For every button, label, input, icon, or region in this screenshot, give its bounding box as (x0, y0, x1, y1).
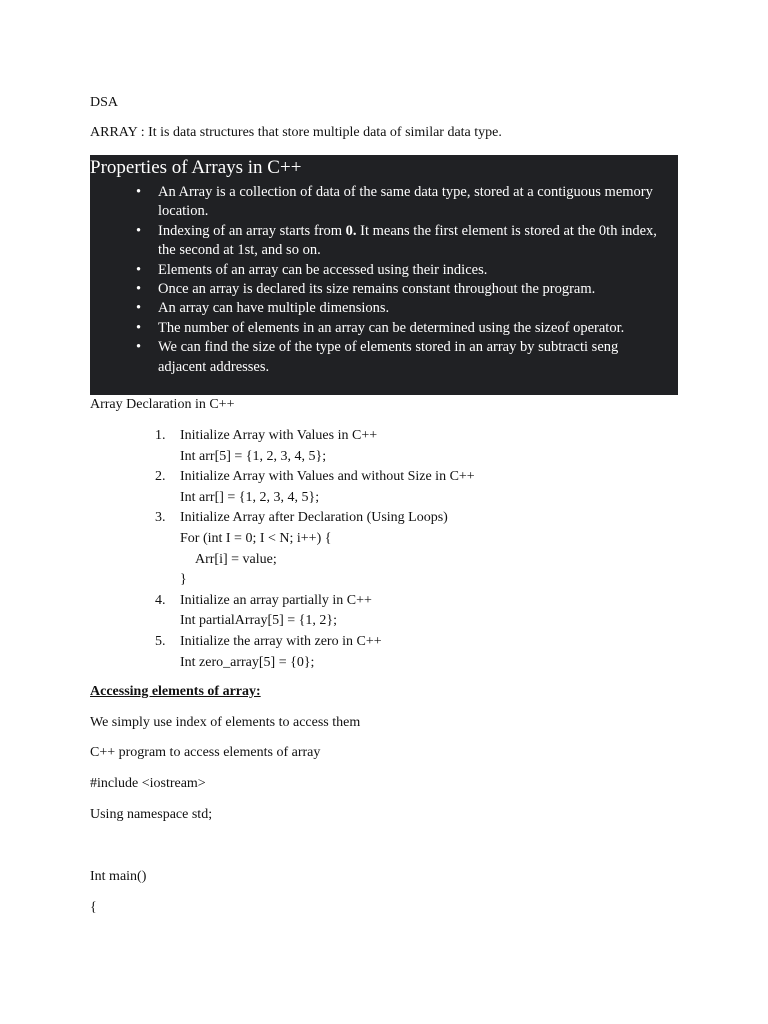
bullet-icon: • (136, 339, 142, 356)
properties-item (136, 319, 666, 338)
accessing-heading: Accessing elements of array: (90, 684, 261, 699)
code-line: For (int I = 0; I < N; i++) { (180, 530, 332, 546)
properties-item-text: An array can have multiple dimensions. (158, 300, 390, 317)
item-number: 5. (155, 633, 166, 649)
array-definition: ARRAY : It is data structures that store multiple data of similar data type. (90, 125, 502, 140)
main-line: Int main() (90, 869, 147, 884)
properties-item-text: An Array is a collection of data of the same data type, stored at a contiguous memory location. (158, 184, 653, 220)
item-number: 4. (155, 592, 166, 608)
declaration-item (155, 467, 475, 508)
declaration-item (155, 632, 475, 673)
declaration-list (155, 426, 475, 673)
code-line: Int partialArray[5] = {1, 2}; (180, 613, 338, 629)
code-line: Int arr[] = {1, 2, 3, 4, 5}; (180, 489, 320, 505)
item-title: Initialize the array with zero in C++ (180, 633, 382, 649)
item-title: Initialize an array partially in C++ (180, 592, 372, 608)
code-line: Int zero_array[5] = {0}; (180, 654, 315, 670)
item-title: Initialize Array with Values and without Size in C++ (180, 469, 475, 485)
code-line: } (180, 572, 187, 588)
properties-item-text-tail: It means the first element is stored at the 0th index, the second at 1st, and so on. (158, 222, 657, 259)
properties-item (136, 299, 666, 318)
code-line: Arr[i] = value; (195, 551, 277, 567)
properties-item (136, 183, 666, 222)
properties-item-text: The number of elements in an array can be determined using the sizeof operator. (158, 319, 625, 336)
properties-item (136, 280, 666, 299)
properties-item-bold: 0. (345, 222, 357, 239)
properties-list (136, 183, 666, 377)
properties-item-text: Indexing of an array starts from (158, 222, 346, 239)
namespace-line: Using namespace std; (90, 807, 213, 822)
code-line: Int arr[5] = {1, 2, 3, 4, 5}; (180, 448, 327, 464)
item-number: 3. (155, 510, 166, 526)
bullet-icon: • (136, 184, 142, 200)
bullet-icon: • (136, 281, 142, 298)
properties-item-text: We can find the size of the type of elements stored in an array by subtracti seng adjacent addresses. (158, 339, 619, 375)
declaration-heading: Array Declaration in C++ (90, 397, 235, 412)
declaration-item (155, 426, 475, 467)
properties-item (136, 222, 666, 261)
brace-line: { (90, 900, 97, 915)
properties-item-text: Once an array is declared its size remains constant throughout the program. (158, 281, 596, 298)
properties-box (90, 155, 678, 395)
declaration-item (155, 508, 475, 590)
bullet-icon: • (136, 261, 142, 278)
properties-item-text: Elements of an array can be accessed using their indices. (158, 261, 488, 278)
item-title: Initialize Array after Declaration (Using Loops) (180, 510, 448, 526)
item-title: Initialize Array with Values in C++ (180, 428, 378, 443)
bullet-icon: • (136, 222, 142, 239)
accessing-text: We simply use index of elements to access them (90, 715, 361, 730)
item-number: 2. (155, 469, 166, 485)
doc-title: DSA (90, 95, 119, 110)
program-title: C++ program to access elements of array (90, 745, 321, 760)
item-number: 1. (155, 428, 166, 443)
properties-heading: Properties of Arrays in C++ (90, 157, 302, 178)
declaration-item (155, 591, 475, 632)
properties-item (136, 261, 666, 280)
properties-item (136, 338, 666, 377)
include-line: #include <iostream> (90, 776, 206, 791)
bullet-icon: • (136, 300, 142, 317)
bullet-icon: • (136, 319, 142, 336)
